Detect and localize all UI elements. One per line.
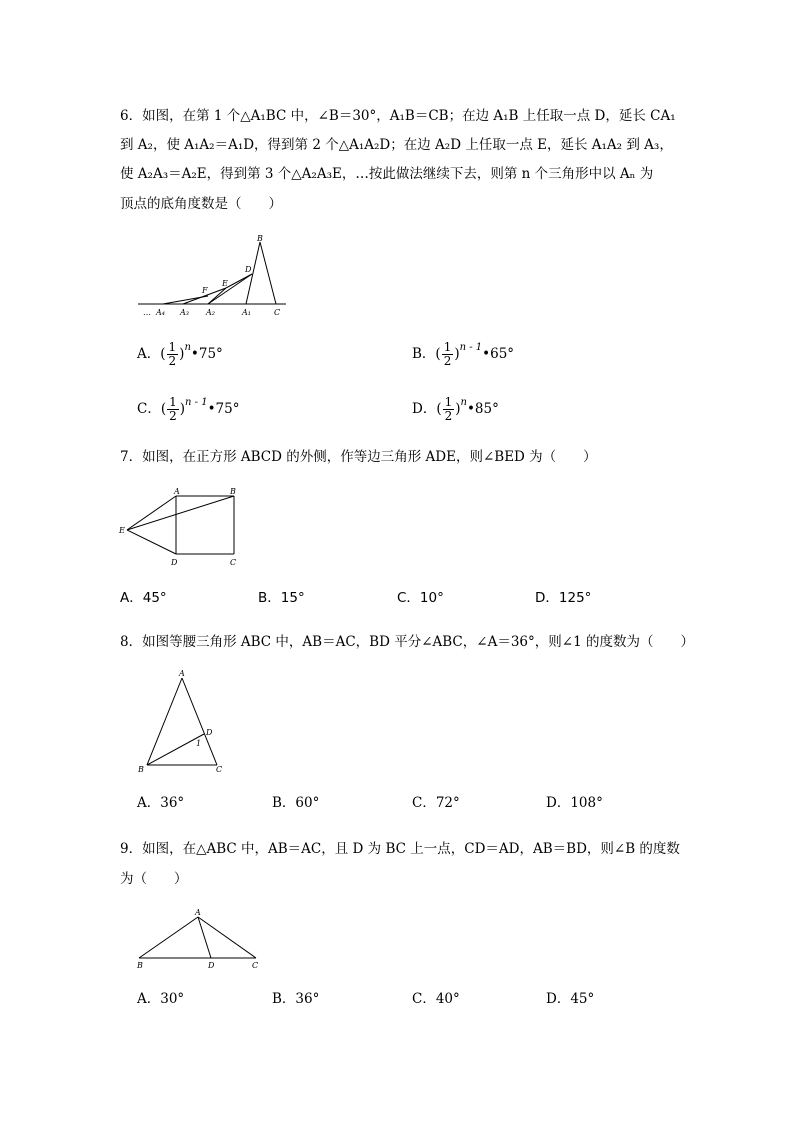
q8-option-b[interactable]: B．60°	[272, 795, 320, 811]
q6-option-b[interactable]: B．( $\frac{1}{2}$ )$^{n - 1}$•65°	[412, 340, 515, 368]
q9-text-line2: 为（ ）	[120, 871, 188, 887]
q6-label-D: D	[245, 265, 252, 274]
q7-figure	[118, 484, 248, 574]
q7-option-a[interactable]: A．45°	[120, 590, 167, 606]
q8-option-a[interactable]: A．36°	[137, 795, 185, 811]
q9-option-a[interactable]: A．30°	[137, 991, 185, 1007]
q6-option-c-fraction: $\frac{1}{2}$	[169, 395, 177, 423]
q9-label-D: D	[208, 961, 215, 970]
q7-text-line1: 7．如图，在正方形 ABCD 的外侧，作等边三角形 ADE，则∠BED 为（ ）	[120, 449, 597, 465]
q9-text-line1: 9．如图，在△ABC 中，AB＝AC，且 D 为 BC 上一点，CD＝AD，AB＝BD，则∠B 的度数	[120, 841, 680, 857]
q6-text-line1: 6．如图，在第 1 个△A₁BC 中，∠B＝30°，A₁B＝CB；在边 A₁B 上任取一点 D，延长 CA₁	[120, 108, 676, 124]
q6-label-A4: A₄	[156, 308, 165, 317]
q6-option-b-fraction: $\frac{1}{2}$	[443, 340, 452, 368]
q8-text-line1: 8．如图等腰三角形 ABC 中，AB＝AC，BD 平分∠ABC，∠A＝36°，则∠1 的度数为（ ）	[120, 634, 694, 650]
q6-label-F: F	[202, 286, 208, 295]
q6-option-d-fraction: $\frac{1}{2}$	[444, 395, 453, 423]
q6-label-A3: A₃	[180, 308, 189, 317]
q6-option-a-fraction: $\frac{1}{2}$	[168, 340, 177, 368]
q8-label-D: D	[206, 728, 213, 737]
q8-option-c[interactable]: C．72°	[412, 795, 460, 811]
q8-option-d[interactable]: D．108°	[546, 795, 603, 811]
q9-label-B: B	[137, 961, 143, 970]
q6-label-A1: A₁	[242, 308, 251, 317]
q9-label-A: A	[195, 908, 201, 917]
q9-option-b[interactable]: B．36°	[272, 991, 320, 1007]
q6-option-a[interactable]: A．( $\frac{1}{2}$ )$^n$•75°	[137, 340, 223, 368]
q7-option-c[interactable]: C．10°	[397, 590, 444, 606]
q9-figure	[134, 906, 274, 976]
q7-option-d[interactable]: D．125°	[535, 590, 592, 606]
q6-option-d[interactable]: D．( $\frac{1}{2}$ )$^n$•85°	[412, 395, 499, 423]
q8-figure	[134, 668, 244, 778]
q6-figure	[138, 232, 298, 322]
q6-label-E: E	[222, 279, 228, 288]
q7-label-B: B	[230, 487, 236, 496]
q9-option-c[interactable]: C．40°	[412, 991, 460, 1007]
q6-text-line3: 使 A₂A₃＝A₂E，得到第 3 个△A₂A₃E，…按此做法继续下去，则第 n 个三角形中以 Aₙ 为	[120, 166, 654, 182]
q6-text-line2: 到 A₂，使 A₁A₂＝A₁D，得到第 2 个△A₁A₂D；在边 A₂D 上任取一点 E，延长 A₁A₂ 到 A₃，	[120, 137, 673, 153]
q8-label-B: B	[138, 765, 144, 774]
q6-label-A2: A₂	[206, 308, 215, 317]
q7-label-C: C	[230, 558, 237, 567]
q7-label-A: A	[174, 487, 180, 496]
q8-label-A: A	[179, 669, 185, 678]
q9-option-d[interactable]: D．45°	[546, 991, 595, 1007]
q6-label-dots: …	[143, 308, 151, 317]
q6-text-line4: 顶点的底角度数是（ ）	[120, 196, 282, 212]
q7-label-E: E	[119, 526, 125, 535]
q7-label-D: D	[171, 558, 178, 567]
q6-option-c[interactable]: C．( $\frac{1}{2}$ )$^{n - 1}$•75°	[137, 395, 240, 423]
q8-label-1: 1	[196, 739, 202, 748]
q6-label-C: C	[274, 308, 281, 317]
q7-option-b[interactable]: B．15°	[258, 590, 305, 606]
q9-label-C: C	[252, 961, 259, 970]
q8-label-C: C	[216, 765, 223, 774]
q6-label-B: B	[257, 234, 263, 243]
